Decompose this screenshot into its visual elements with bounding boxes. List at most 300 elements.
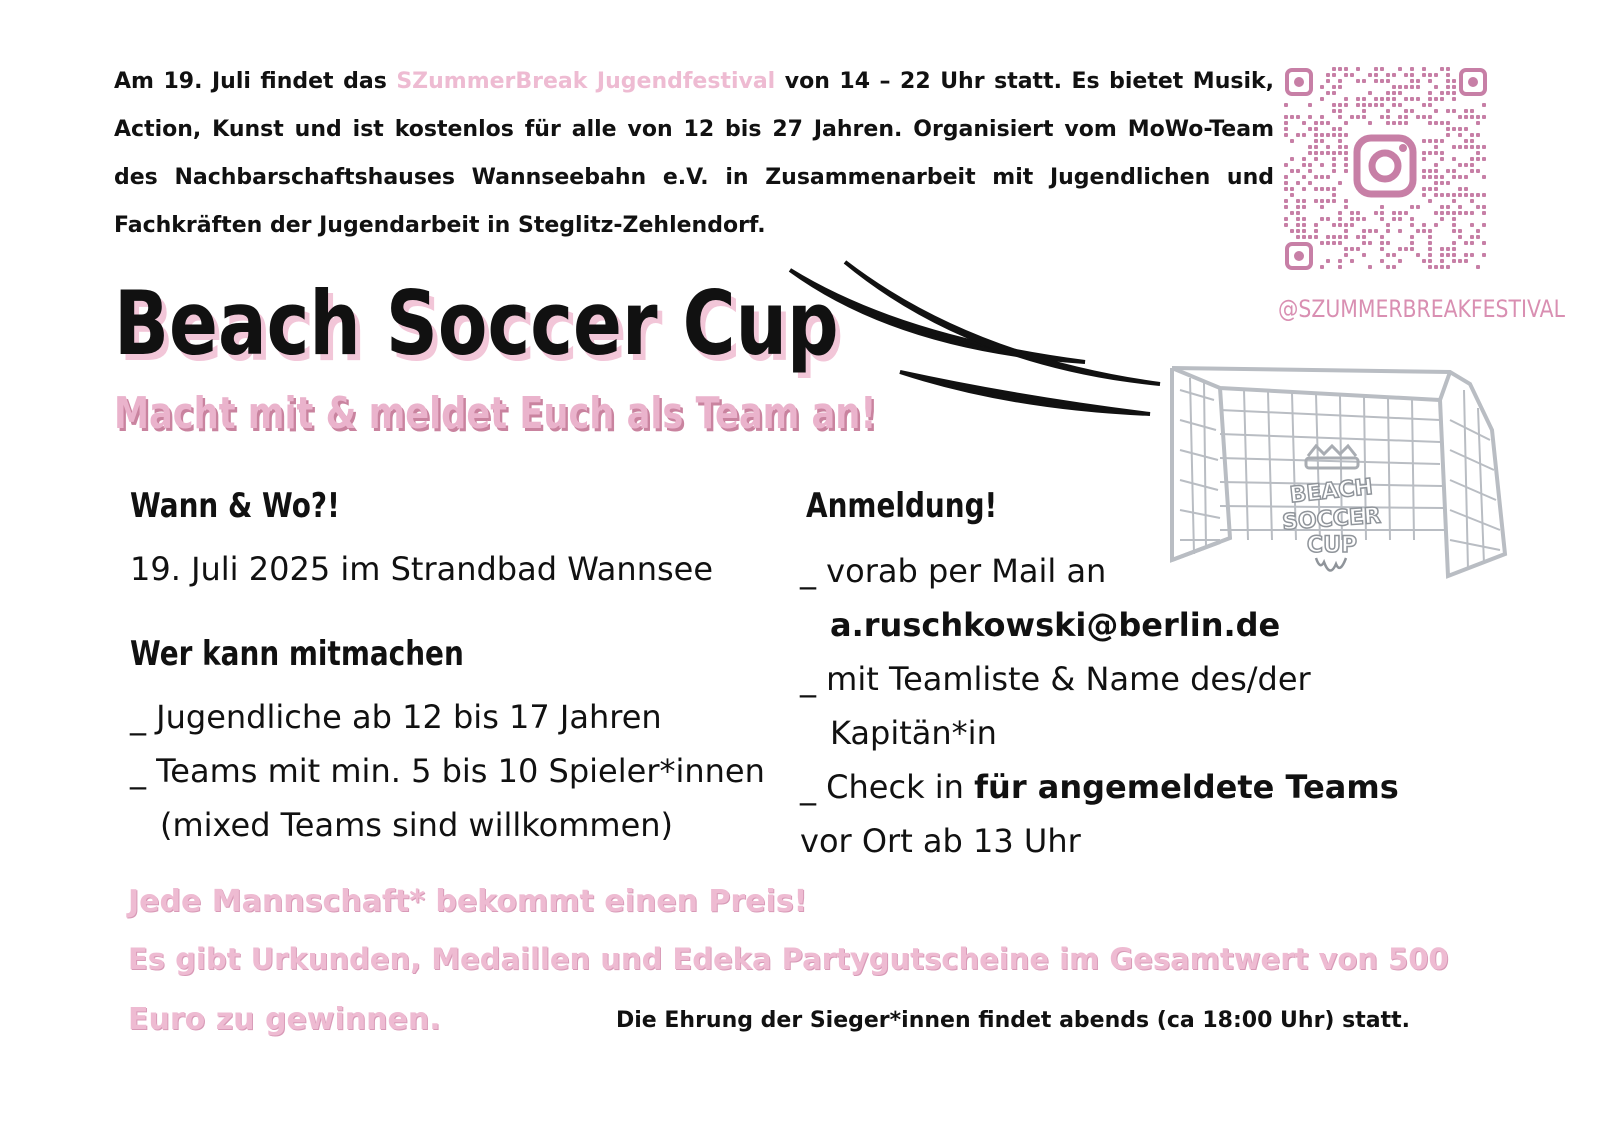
qr-module xyxy=(1368,103,1372,107)
qr-module xyxy=(1464,163,1468,167)
qr-module xyxy=(1332,241,1336,245)
qr-module xyxy=(1296,181,1300,185)
qr-module xyxy=(1464,175,1468,179)
qr-module xyxy=(1398,67,1402,71)
qr-module xyxy=(1290,115,1294,119)
qr-module xyxy=(1332,133,1336,137)
qr-module xyxy=(1386,241,1390,245)
qr-module xyxy=(1290,169,1294,173)
qr-module xyxy=(1350,211,1354,215)
qr-module xyxy=(1338,139,1342,143)
qr-module xyxy=(1386,229,1390,233)
qr-module xyxy=(1296,235,1300,239)
qr-module xyxy=(1320,115,1324,119)
qr-module xyxy=(1428,103,1432,107)
qr-module xyxy=(1404,97,1408,101)
qr-module xyxy=(1452,91,1456,95)
qr-module xyxy=(1320,97,1324,101)
qr-module xyxy=(1422,103,1426,107)
qr-module xyxy=(1398,121,1402,125)
registration-line-4-prefix: _ Check in xyxy=(800,768,975,806)
qr-module xyxy=(1296,115,1300,119)
qr-module xyxy=(1344,157,1348,161)
qr-module xyxy=(1302,157,1306,161)
qr-module xyxy=(1434,85,1438,89)
qr-module xyxy=(1284,175,1288,179)
qr-module xyxy=(1458,163,1462,167)
qr-module xyxy=(1284,133,1288,137)
qr-module xyxy=(1368,91,1372,95)
qr-module xyxy=(1326,91,1330,95)
qr-module xyxy=(1452,175,1456,179)
qr-module xyxy=(1392,85,1396,89)
qr-module xyxy=(1416,205,1420,209)
qr-module xyxy=(1440,121,1444,125)
qr-module xyxy=(1446,79,1450,83)
qr-module xyxy=(1434,109,1438,113)
registration-line-2: _ mit Teamliste & Name des/der xyxy=(800,660,1311,698)
instagram-qr-code[interactable] xyxy=(1283,66,1489,272)
qr-module xyxy=(1452,97,1456,101)
qr-module xyxy=(1368,241,1372,245)
qr-module xyxy=(1332,127,1336,131)
qr-module xyxy=(1434,193,1438,197)
qr-module xyxy=(1476,115,1480,119)
qr-module xyxy=(1482,211,1486,215)
qr-module xyxy=(1380,241,1384,245)
qr-module xyxy=(1302,205,1306,209)
intro-paragraph xyxy=(114,58,1274,250)
qr-module xyxy=(1320,175,1324,179)
qr-module xyxy=(1344,133,1348,137)
qr-module xyxy=(1380,115,1384,119)
qr-module xyxy=(1290,211,1294,215)
qr-module xyxy=(1326,121,1330,125)
qr-module xyxy=(1458,205,1462,209)
qr-module xyxy=(1344,103,1348,107)
qr-module xyxy=(1476,121,1480,125)
qr-module xyxy=(1440,205,1444,209)
qr-module xyxy=(1284,199,1288,203)
qr-module xyxy=(1338,223,1342,227)
qr-module xyxy=(1434,97,1438,101)
qr-module xyxy=(1368,229,1372,233)
qr-module xyxy=(1452,229,1456,233)
qr-module xyxy=(1446,85,1450,89)
qr-module xyxy=(1302,223,1306,227)
qr-module xyxy=(1452,169,1456,173)
qr-module xyxy=(1350,217,1354,221)
registration-line-5: vor Ort ab 13 Uhr xyxy=(800,822,1081,860)
qr-module xyxy=(1338,133,1342,137)
qr-module xyxy=(1458,229,1462,233)
qr-module xyxy=(1422,193,1426,197)
qr-module xyxy=(1434,187,1438,191)
qr-module xyxy=(1338,127,1342,131)
qr-module xyxy=(1344,163,1348,167)
qr-module xyxy=(1338,241,1342,245)
qr-module xyxy=(1308,145,1312,149)
qr-module xyxy=(1314,223,1318,227)
qr-module xyxy=(1452,193,1456,197)
qr-module xyxy=(1314,235,1318,239)
qr-module xyxy=(1356,79,1360,83)
qr-module xyxy=(1338,79,1342,83)
qr-module xyxy=(1326,187,1330,191)
qr-module xyxy=(1284,181,1288,185)
qr-module xyxy=(1368,121,1372,125)
qr-module xyxy=(1446,109,1450,113)
qr-module xyxy=(1380,217,1384,221)
qr-module xyxy=(1410,79,1414,83)
qr-module xyxy=(1464,127,1468,131)
qr-module xyxy=(1386,121,1390,125)
prize-line-2: Es gibt Urkunden, Medaillen und Edeka Partygutscheine im Gesamtwert von 500 xyxy=(128,942,1449,976)
qr-module xyxy=(1398,229,1402,233)
qr-module xyxy=(1338,67,1342,71)
qr-module xyxy=(1416,229,1420,233)
qr-module xyxy=(1302,175,1306,179)
qr-module xyxy=(1422,115,1426,119)
intro-part1: Am 19. Juli findet das xyxy=(114,69,397,94)
qr-module xyxy=(1320,85,1324,89)
qr-module xyxy=(1464,193,1468,197)
qr-module xyxy=(1410,109,1414,113)
who-line-2: _ Teams mit min. 5 bis 10 Spieler*innen xyxy=(130,752,765,790)
qr-module xyxy=(1446,73,1450,77)
qr-module xyxy=(1428,241,1432,245)
registration-line-4-bold: für angemeldete Teams xyxy=(974,768,1399,806)
qr-module xyxy=(1290,229,1294,233)
qr-module xyxy=(1446,121,1450,125)
qr-module xyxy=(1386,79,1390,83)
qr-module xyxy=(1440,157,1444,161)
qr-module xyxy=(1302,229,1306,233)
who-line-3: (mixed Teams sind willkommen) xyxy=(160,806,674,844)
qr-module xyxy=(1452,109,1456,113)
qr-module xyxy=(1308,163,1312,167)
qr-module xyxy=(1296,211,1300,215)
qr-module xyxy=(1452,145,1456,149)
qr-module xyxy=(1404,73,1408,77)
qr-module xyxy=(1458,211,1462,215)
qr-module xyxy=(1386,73,1390,77)
qr-module xyxy=(1374,73,1378,77)
qr-module xyxy=(1470,115,1474,119)
qr-module xyxy=(1338,235,1342,239)
qr-module xyxy=(1410,217,1414,221)
qr-module xyxy=(1320,163,1324,167)
qr-module xyxy=(1398,211,1402,215)
qr-module xyxy=(1386,109,1390,113)
qr-module xyxy=(1458,193,1462,197)
qr-module xyxy=(1476,145,1480,149)
qr-module xyxy=(1338,85,1342,89)
qr-module xyxy=(1452,127,1456,131)
qr-module xyxy=(1422,169,1426,173)
qr-module xyxy=(1380,205,1384,209)
qr-module xyxy=(1470,145,1474,149)
qr-module xyxy=(1344,229,1348,233)
qr-module xyxy=(1320,139,1324,143)
qr-module xyxy=(1404,211,1408,215)
qr-module xyxy=(1470,109,1474,113)
prize-line-1: Jede Mannschaft* bekommt einen Preis! xyxy=(128,884,808,919)
qr-module xyxy=(1308,181,1312,185)
qr-module xyxy=(1332,193,1336,197)
qr-module xyxy=(1284,187,1288,191)
qr-module xyxy=(1380,103,1384,107)
svg-text:CUP: CUP xyxy=(1306,533,1358,558)
qr-module xyxy=(1446,91,1450,95)
qr-module xyxy=(1434,145,1438,149)
qr-code-icon xyxy=(1283,66,1489,272)
qr-module xyxy=(1476,235,1480,239)
qr-module xyxy=(1464,139,1468,143)
qr-module xyxy=(1302,235,1306,239)
qr-module xyxy=(1314,133,1318,137)
qr-module xyxy=(1482,145,1486,149)
qr-module xyxy=(1410,73,1414,77)
qr-module xyxy=(1404,85,1408,89)
qr-module xyxy=(1440,181,1444,185)
qr-module xyxy=(1386,115,1390,119)
qr-module xyxy=(1362,235,1366,239)
qr-module xyxy=(1428,73,1432,77)
registration-line-1: _ vorab per Mail an xyxy=(800,552,1107,590)
qr-module xyxy=(1374,229,1378,233)
qr-module xyxy=(1410,85,1414,89)
qr-module xyxy=(1344,121,1348,125)
qr-module xyxy=(1470,193,1474,197)
qr-module xyxy=(1482,223,1486,227)
qr-module xyxy=(1392,97,1396,101)
qr-module xyxy=(1428,115,1432,119)
festival-name: SZummerBreak Jugendfestival xyxy=(396,69,776,94)
qr-module xyxy=(1458,115,1462,119)
qr-module xyxy=(1392,73,1396,77)
qr-module xyxy=(1428,91,1432,95)
qr-module xyxy=(1344,151,1348,155)
who-heading: Wer kann mitmachen xyxy=(130,634,464,674)
qr-module xyxy=(1458,187,1462,191)
qr-module xyxy=(1392,103,1396,107)
qr-module xyxy=(1422,151,1426,155)
qr-module xyxy=(1320,121,1324,125)
qr-module xyxy=(1326,235,1330,239)
qr-module xyxy=(1296,199,1300,203)
qr-module xyxy=(1398,85,1402,89)
qr-module xyxy=(1476,157,1480,161)
qr-module xyxy=(1302,217,1306,221)
page-subtitle: Macht mit & meldet Euch als Team an! xyxy=(114,388,877,439)
qr-module xyxy=(1446,169,1450,173)
qr-module xyxy=(1380,235,1384,239)
registration-heading: Anmeldung! xyxy=(806,486,998,526)
qr-module xyxy=(1452,79,1456,83)
qr-module xyxy=(1458,127,1462,131)
qr-module xyxy=(1314,157,1318,161)
qr-module xyxy=(1284,115,1288,119)
qr-module xyxy=(1374,211,1378,215)
qr-module xyxy=(1398,91,1402,95)
qr-module xyxy=(1344,169,1348,173)
qr-module xyxy=(1470,157,1474,161)
qr-module xyxy=(1458,145,1462,149)
qr-module xyxy=(1434,169,1438,173)
qr-module xyxy=(1428,151,1432,155)
qr-module xyxy=(1416,85,1420,89)
qr-module xyxy=(1452,157,1456,161)
qr-module xyxy=(1338,151,1342,155)
qr-module xyxy=(1482,241,1486,245)
qr-module xyxy=(1314,229,1318,233)
qr-module xyxy=(1350,73,1354,77)
qr-module xyxy=(1374,103,1378,107)
qr-module xyxy=(1296,217,1300,221)
qr-module xyxy=(1422,175,1426,179)
qr-module xyxy=(1440,97,1444,101)
qr-module xyxy=(1308,235,1312,239)
qr-module xyxy=(1320,217,1324,221)
qr-module xyxy=(1308,127,1312,131)
qr-module xyxy=(1362,109,1366,113)
qr-module xyxy=(1428,121,1432,125)
qr-module xyxy=(1470,235,1474,239)
svg-text:SOCCER: SOCCER xyxy=(1281,503,1382,536)
qr-module xyxy=(1446,67,1450,71)
qr-module xyxy=(1482,205,1486,209)
qr-module xyxy=(1428,175,1432,179)
qr-module xyxy=(1440,91,1444,95)
qr-module xyxy=(1314,145,1318,149)
qr-module xyxy=(1290,157,1294,161)
qr-module xyxy=(1332,163,1336,167)
qr-module xyxy=(1338,109,1342,113)
qr-module xyxy=(1308,103,1312,107)
qr-module xyxy=(1482,115,1486,119)
qr-module xyxy=(1380,97,1384,101)
qr-module xyxy=(1314,121,1318,125)
qr-module xyxy=(1284,205,1288,209)
qr-module xyxy=(1482,175,1486,179)
qr-module xyxy=(1326,73,1330,77)
qr-module xyxy=(1356,115,1360,119)
qr-module xyxy=(1386,97,1390,101)
qr-module xyxy=(1392,121,1396,125)
qr-module xyxy=(1320,199,1324,203)
qr-module xyxy=(1434,73,1438,77)
qr-module xyxy=(1434,175,1438,179)
qr-module xyxy=(1476,229,1480,233)
qr-module xyxy=(1356,235,1360,239)
qr-module xyxy=(1344,199,1348,203)
when-where-text: 19. Juli 2025 im Strandbad Wannsee xyxy=(130,550,714,588)
qr-module xyxy=(1314,187,1318,191)
qr-module xyxy=(1356,103,1360,107)
qr-module xyxy=(1386,223,1390,227)
ceremony-note: Die Ehrung der Sieger*innen findet abends (ca 18:00 Uhr) statt. xyxy=(616,1008,1410,1033)
qr-module xyxy=(1476,133,1480,137)
qr-module xyxy=(1314,139,1318,143)
qr-module xyxy=(1380,79,1384,83)
qr-module xyxy=(1344,145,1348,149)
qr-module xyxy=(1302,187,1306,191)
qr-module xyxy=(1440,211,1444,215)
qr-module xyxy=(1344,97,1348,101)
qr-module xyxy=(1326,199,1330,203)
qr-module xyxy=(1458,175,1462,179)
qr-module xyxy=(1302,163,1306,167)
qr-module xyxy=(1458,235,1462,239)
qr-module xyxy=(1452,223,1456,227)
intro-part2: von 14 – 22 Uhr statt. Es bietet Musik, Action, Kunst und ist kostenlos für alle von 12 bis 27 Jahren. Organisiert vom MoWo-Team des Nachbarschaftshauses Wannseebahn e.V. in Zusammenarbeit mit Jugendlichen und Fachkräften der Jugendarbeit in Steglitz-Zehlendorf. xyxy=(114,69,1274,238)
qr-module xyxy=(1440,151,1444,155)
qr-module xyxy=(1332,235,1336,239)
qr-module xyxy=(1332,91,1336,95)
qr-module xyxy=(1428,187,1432,191)
qr-module xyxy=(1356,211,1360,215)
motion-lines-icon xyxy=(790,262,1160,414)
qr-module xyxy=(1326,133,1330,137)
qr-module xyxy=(1398,103,1402,107)
qr-module xyxy=(1440,139,1444,143)
qr-module xyxy=(1410,205,1414,209)
qr-module xyxy=(1470,133,1474,137)
qr-module xyxy=(1362,229,1366,233)
qr-module xyxy=(1428,235,1432,239)
qr-module xyxy=(1428,229,1432,233)
qr-module xyxy=(1332,151,1336,155)
qr-module xyxy=(1362,79,1366,83)
qr-module xyxy=(1422,73,1426,77)
qr-module xyxy=(1308,151,1312,155)
qr-module xyxy=(1422,157,1426,161)
qr-module xyxy=(1326,217,1330,221)
qr-module xyxy=(1344,223,1348,227)
qr-module xyxy=(1434,139,1438,143)
qr-module xyxy=(1356,217,1360,221)
svg-text:BEACH: BEACH xyxy=(1288,474,1375,509)
qr-module xyxy=(1332,109,1336,113)
qr-module xyxy=(1404,121,1408,125)
qr-module xyxy=(1434,223,1438,227)
qr-module xyxy=(1332,223,1336,227)
qr-module xyxy=(1404,109,1408,113)
qr-module xyxy=(1458,133,1462,137)
qr-module xyxy=(1320,151,1324,155)
registration-email-link[interactable]: a.ruschkowski@berlin.de xyxy=(830,606,1281,644)
qr-module xyxy=(1320,187,1324,191)
qr-module xyxy=(1452,217,1456,221)
qr-module xyxy=(1434,211,1438,215)
qr-module xyxy=(1380,211,1384,215)
qr-module xyxy=(1410,223,1414,227)
qr-module xyxy=(1344,73,1348,77)
qr-module xyxy=(1326,175,1330,179)
beach-soccer-cup-logo xyxy=(1281,446,1381,571)
qr-module xyxy=(1410,235,1414,239)
qr-module xyxy=(1296,229,1300,233)
qr-module xyxy=(1470,223,1474,227)
qr-module xyxy=(1446,211,1450,215)
qr-module xyxy=(1464,109,1468,113)
qr-module xyxy=(1314,127,1318,131)
qr-module xyxy=(1284,127,1288,131)
qr-module xyxy=(1440,67,1444,71)
instagram-handle[interactable]: @SZUMMERBREAKFESTIVAL xyxy=(1278,295,1565,323)
qr-module xyxy=(1290,139,1294,143)
